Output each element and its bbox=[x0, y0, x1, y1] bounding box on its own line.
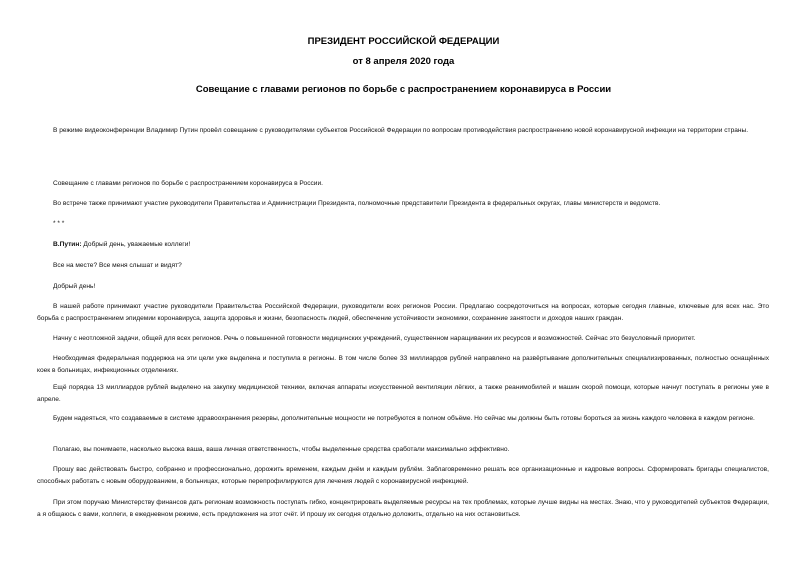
paragraph-3: Необходимая федеральная поддержка на эти цели уже выделена и поступила в регионы. В том числе более 33 миллиардов рублей направлено на развёртывание дополнительных специализированных, полностью оснащённых коек в больницах, инфекционных отделениях. bbox=[37, 355, 769, 374]
greeting-paragraph bbox=[53, 239, 769, 251]
paragraph-7: Прошу вас действовать быстро, собранно и профессионально, дорожить временем, каждым днём и каждым рублём. Заблаговременно решать все организационные и кадровые вопросы. Сформировать бригады специалистов, способных работать с новым оборудованием, в больницах, которые перепрофилируются для лечения людей с коронавирусной инфекцией. bbox=[37, 466, 769, 485]
participants-paragraph: Во встрече также принимают участие руководители Правительства и Администрации Президента, полномочные представители Президента в федеральных округах, главы министерств и ведомств. bbox=[53, 200, 661, 207]
document-subject: Совещание с главами регионов по борьбе с распространением коронавируса в России bbox=[195, 84, 612, 95]
paragraph-5: Будем надеяться, что создаваемые в системе здравоохранения резервы, дополнительные мощности не потребуются в полном объёме. Но сейчас мы должны быть готовы бороться за жизнь каждого человека в каждом регионе. bbox=[53, 415, 755, 422]
separator-line: * * * bbox=[53, 220, 65, 227]
paragraph-2: Начну с неотложной задачи, общей для всех регионов. Речь о повышенной готовности медицинских учреждений, существенном наращивании их ресурсов и возможностей. Сейчас это безусловный приоритет. bbox=[53, 335, 696, 342]
paragraph-8: При этом поручаю Министерству финансов дать регионам возможность поступать гибко, концентрировать выделяемые ресурсы на тех проблемах, которые лучше видны на местах. Знаю, что у руководителей субъектов Федерации, а я общаюсь с вами, коллеги, в ежедневном режиме, есть предложения на этот счёт. И прошу их сегодня отдельно доложить, отдельно на них остановиться. bbox=[37, 499, 769, 518]
document-title: ПРЕЗИДЕНТ РОССИЙСКОЙ ФЕДЕРАЦИИ bbox=[307, 36, 500, 47]
document-date: от 8 апреля 2020 года bbox=[352, 56, 455, 67]
hello-paragraph: Добрый день! bbox=[53, 283, 96, 290]
paragraph-4: Ещё порядка 13 миллиардов рублей выделено на закупку медицинской техники, включая аппараты искусственной вентиляции лёгких, а также реанимобилей и машин скорой помощи, которые начнут поступать в регионы уже в апреле. bbox=[37, 384, 769, 403]
greeting-text: Добрый день, уважаемые коллеги! bbox=[81, 241, 191, 248]
caption-paragraph: Совещание с главами регионов по борьбе с распространением коронавируса в России. bbox=[53, 180, 323, 187]
paragraph-6: Полагаю, вы понимаете, насколько высока ваша, ваша личная ответственность, чтобы выделенные средства сработали максимально эффективно. bbox=[53, 446, 510, 453]
paragraph-1: В нашей работе принимают участие руководители Правительства Российской Федерации, руководители всех регионов России. Предлагаю сосредоточиться на вопросах, которые сегодня главные, ключевые для всех нас. Это борьба с распространением эпидемии коронавируса, защита здоровья и жизни, безопасность людей, обеспечение устойчивости экономики, сохранение занятости и доходов наших граждан. bbox=[37, 303, 769, 322]
speaker-name: В.Путин: bbox=[53, 241, 82, 248]
check-paragraph: Все на месте? Все меня слышат и видят? bbox=[53, 262, 182, 269]
intro-paragraph: В режиме видеоконференции Владимир Путин провёл совещание с руководителями субъектов Российской Федерации по вопросам противодействия распространению новой коронавирусной инфекции на территории страны. bbox=[53, 127, 749, 134]
